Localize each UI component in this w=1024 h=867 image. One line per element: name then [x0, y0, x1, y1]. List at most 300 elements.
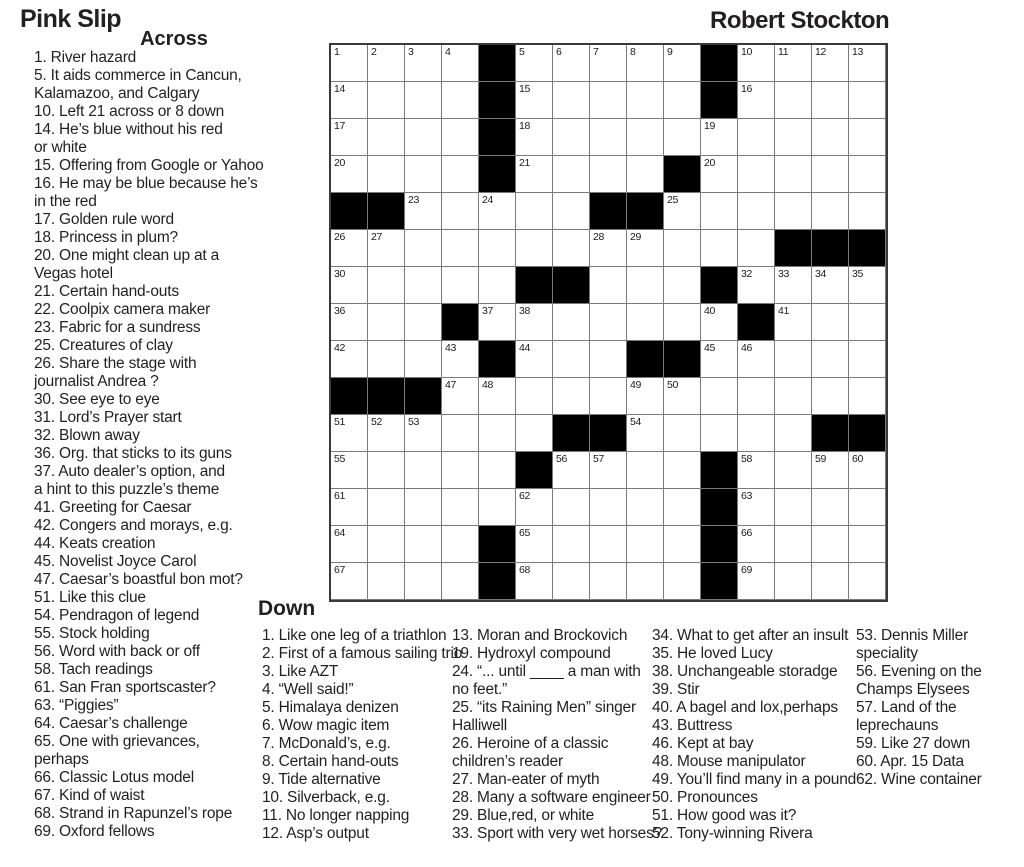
- grid-cell-r14c7[interactable]: [553, 526, 590, 563]
- black-cell-r11c15: [849, 415, 886, 452]
- grid-cell-r15c8[interactable]: [590, 563, 627, 600]
- grid-cell-r12c1[interactable]: [331, 452, 368, 489]
- grid-cell-r3c10[interactable]: [664, 119, 701, 156]
- down-clue-line: 13. Moran and Brockovich: [452, 627, 628, 644]
- down-clue-line: 49. You’ll find many in a pound: [652, 771, 857, 788]
- down-clue-line: 9. Tide alternative: [262, 771, 381, 788]
- across-clue-line: 66. Classic Lotus model: [34, 769, 194, 786]
- black-cell-r1c5: [479, 45, 516, 82]
- grid-cell-r15c2[interactable]: [368, 563, 405, 600]
- grid-cell-r12c8[interactable]: [590, 452, 627, 489]
- black-cell-r5c2: [368, 193, 405, 230]
- grid-cell-r14c8[interactable]: [590, 526, 627, 563]
- grid-cell-r8c15[interactable]: [849, 304, 886, 341]
- grid-cell-r3c12[interactable]: [738, 119, 775, 156]
- cell-number: 35: [852, 268, 864, 280]
- down-clue-line: children’s reader: [452, 753, 563, 770]
- grid-cell-r1c6[interactable]: [516, 45, 553, 82]
- down-clue-line: 40. A bagel and lox,perhaps: [652, 699, 838, 716]
- grid-cell-r2c2[interactable]: [368, 82, 405, 119]
- grid-cell-r7c10[interactable]: [664, 267, 701, 304]
- down-clue-line: 24. “... until ____ a man with: [452, 663, 641, 680]
- grid-cell-r7c5[interactable]: [479, 267, 516, 304]
- black-cell-r11c7: [553, 415, 590, 452]
- down-clue-line: 52. Tony-winning Rivera: [652, 825, 813, 842]
- grid-cell-r7c9[interactable]: [627, 267, 664, 304]
- grid-cell-r13c12[interactable]: [738, 489, 775, 526]
- grid-cell-r15c13[interactable]: [775, 563, 812, 600]
- cell-number: 50: [667, 379, 679, 391]
- grid-cell-r11c10[interactable]: [664, 415, 701, 452]
- grid-cell-r6c1[interactable]: [331, 230, 368, 267]
- down-clue-line: 57. Land of the: [856, 699, 957, 716]
- down-clue-line: 12. Asp’s output: [262, 825, 369, 842]
- cell-number: 51: [334, 416, 346, 428]
- grid-cell-r6c9[interactable]: [627, 230, 664, 267]
- down-clue-line: 25. “its Raining Men” singer: [452, 699, 636, 716]
- down-clue-line: 2. First of a famous sailing trio: [262, 645, 463, 662]
- grid-cell-r9c8[interactable]: [590, 341, 627, 378]
- grid-cell-r6c11[interactable]: [701, 230, 738, 267]
- grid-cell-r12c3[interactable]: [405, 452, 442, 489]
- grid-cell-r11c4[interactable]: [442, 415, 479, 452]
- cell-number: 59: [815, 453, 827, 465]
- grid-cell-r10c12[interactable]: [738, 378, 775, 415]
- grid-cell-r13c7[interactable]: [553, 489, 590, 526]
- across-clue-line: 69. Oxford fellows: [34, 823, 155, 840]
- grid-cell-r8c8[interactable]: [590, 304, 627, 341]
- grid-cell-r9c3[interactable]: [405, 341, 442, 378]
- grid-cell-r4c8[interactable]: [590, 156, 627, 193]
- across-clue-line: 31. Lord’s Prayer start: [34, 409, 182, 426]
- grid-cell-r13c15[interactable]: [849, 489, 886, 526]
- grid-cell-r14c10[interactable]: [664, 526, 701, 563]
- grid-cell-r5c11[interactable]: [701, 193, 738, 230]
- cell-number: 10: [741, 46, 753, 58]
- across-clue-line: 21. Certain hand-outs: [34, 283, 179, 300]
- grid-cell-r7c3[interactable]: [405, 267, 442, 304]
- grid-cell-r12c2[interactable]: [368, 452, 405, 489]
- grid-cell-r9c4[interactable]: [442, 341, 479, 378]
- grid-cell-r13c14[interactable]: [812, 489, 849, 526]
- grid-cell-r2c13[interactable]: [775, 82, 812, 119]
- grid-cell-r1c9[interactable]: [627, 45, 664, 82]
- grid-cell-r2c9[interactable]: [627, 82, 664, 119]
- grid-cell-r2c7[interactable]: [553, 82, 590, 119]
- across-clue-line: 32. Blown away: [34, 427, 140, 444]
- grid-cell-r5c6[interactable]: [516, 193, 553, 230]
- grid-cell-r13c2[interactable]: [368, 489, 405, 526]
- across-clue-line: 64. Caesar’s challenge: [34, 715, 188, 732]
- grid-cell-r14c6[interactable]: [516, 526, 553, 563]
- grid-cell-r12c7[interactable]: [553, 452, 590, 489]
- across-clue-line: 44. Keats creation: [34, 535, 156, 552]
- across-clue-line: perhaps: [34, 751, 89, 768]
- grid-cell-r15c6[interactable]: [516, 563, 553, 600]
- grid-cell-r4c13[interactable]: [775, 156, 812, 193]
- grid-cell-r7c14[interactable]: [812, 267, 849, 304]
- grid-cell-r13c5[interactable]: [479, 489, 516, 526]
- grid-cell-r9c14[interactable]: [812, 341, 849, 378]
- grid-cell-r14c3[interactable]: [405, 526, 442, 563]
- cell-number: 61: [334, 490, 346, 502]
- grid-cell-r6c4[interactable]: [442, 230, 479, 267]
- grid-cell-r12c12[interactable]: [738, 452, 775, 489]
- grid-cell-r8c10[interactable]: [664, 304, 701, 341]
- grid-cell-r12c4[interactable]: [442, 452, 479, 489]
- grid-cell-r11c11[interactable]: [701, 415, 738, 452]
- grid-cell-r3c7[interactable]: [553, 119, 590, 156]
- across-clue-line: 16. He may be blue because he’s: [34, 175, 258, 192]
- grid-cell-r8c2[interactable]: [368, 304, 405, 341]
- grid-cell-r1c7[interactable]: [553, 45, 590, 82]
- grid-cell-r11c3[interactable]: [405, 415, 442, 452]
- grid-cell-r2c8[interactable]: [590, 82, 627, 119]
- grid-cell-r9c2[interactable]: [368, 341, 405, 378]
- grid-cell-r7c4[interactable]: [442, 267, 479, 304]
- cell-number: 20: [334, 157, 346, 169]
- grid-cell-r5c14[interactable]: [812, 193, 849, 230]
- down-clue-line: 6. Wow magic item: [262, 717, 390, 734]
- down-clue-line: 19. Hydroxyl compound: [452, 645, 611, 662]
- grid-cell-r10c5[interactable]: [479, 378, 516, 415]
- grid-cell-r12c5[interactable]: [479, 452, 516, 489]
- black-cell-r1c11: [701, 45, 738, 82]
- grid-cell-r15c1[interactable]: [331, 563, 368, 600]
- across-clue-line: 58. Tach readings: [34, 661, 153, 678]
- grid-cell-r4c6[interactable]: [516, 156, 553, 193]
- grid-cell-r15c10[interactable]: [664, 563, 701, 600]
- cell-number: 69: [741, 564, 753, 576]
- grid-cell-r6c3[interactable]: [405, 230, 442, 267]
- grid-cell-r10c13[interactable]: [775, 378, 812, 415]
- down-clue-line: 11. No longer napping: [262, 807, 410, 824]
- grid-cell-r4c4[interactable]: [442, 156, 479, 193]
- grid-cell-r11c5[interactable]: [479, 415, 516, 452]
- down-clue-line: 1. Like one leg of a triathlon: [262, 627, 447, 644]
- down-clue-line: Halliwell: [452, 717, 508, 734]
- down-clue-line: 26. Heroine of a classic: [452, 735, 609, 752]
- cell-number: 32: [741, 268, 753, 280]
- cell-number: 52: [371, 416, 383, 428]
- grid-cell-r4c7[interactable]: [553, 156, 590, 193]
- grid-cell-r5c12[interactable]: [738, 193, 775, 230]
- grid-cell-r3c14[interactable]: [812, 119, 849, 156]
- cell-number: 34: [815, 268, 827, 280]
- grid-cell-r7c1[interactable]: [331, 267, 368, 304]
- grid-cell-r9c6[interactable]: [516, 341, 553, 378]
- across-clue-line: 20. One might clean up at a: [34, 247, 220, 264]
- grid-cell-r3c3[interactable]: [405, 119, 442, 156]
- grid-cell-r8c14[interactable]: [812, 304, 849, 341]
- grid-cell-r7c12[interactable]: [738, 267, 775, 304]
- grid-cell-r15c14[interactable]: [812, 563, 849, 600]
- black-cell-r12c11: [701, 452, 738, 489]
- grid-cell-r10c6[interactable]: [516, 378, 553, 415]
- cell-number: 26: [334, 231, 346, 243]
- down-clue-line: 33. Sport with very wet horses?: [452, 825, 663, 842]
- grid-cell-r6c2[interactable]: [368, 230, 405, 267]
- cell-number: 21: [519, 157, 531, 169]
- grid-cell-r9c15[interactable]: [849, 341, 886, 378]
- grid-cell-r10c10[interactable]: [664, 378, 701, 415]
- down-clue-line: 60. Apr. 15 Data: [856, 753, 964, 770]
- grid-cell-r14c2[interactable]: [368, 526, 405, 563]
- black-cell-r3c5: [479, 119, 516, 156]
- grid-cell-r14c12[interactable]: [738, 526, 775, 563]
- grid-cell-r12c9[interactable]: [627, 452, 664, 489]
- grid-cell-r8c3[interactable]: [405, 304, 442, 341]
- grid-cell-r2c14[interactable]: [812, 82, 849, 119]
- grid-cell-r4c3[interactable]: [405, 156, 442, 193]
- grid-cell-r4c12[interactable]: [738, 156, 775, 193]
- grid-cell-r9c13[interactable]: [775, 341, 812, 378]
- grid-cell-r14c1[interactable]: [331, 526, 368, 563]
- grid-cell-r1c12[interactable]: [738, 45, 775, 82]
- grid-cell-r3c11[interactable]: [701, 119, 738, 156]
- black-cell-r14c11: [701, 526, 738, 563]
- grid-cell-r9c1[interactable]: [331, 341, 368, 378]
- grid-cell-r6c10[interactable]: [664, 230, 701, 267]
- grid-cell-r6c7[interactable]: [553, 230, 590, 267]
- grid-cell-r13c4[interactable]: [442, 489, 479, 526]
- down-clue-column-3: [652, 627, 856, 843]
- grid-cell-r8c6[interactable]: [516, 304, 553, 341]
- black-cell-r2c11: [701, 82, 738, 119]
- down-clue-line: leprechauns: [856, 717, 939, 734]
- grid-cell-r5c3[interactable]: [405, 193, 442, 230]
- grid-cell-r2c15[interactable]: [849, 82, 886, 119]
- down-clue-line: 7. McDonald’s, e.g.: [262, 735, 391, 752]
- grid-cell-r15c7[interactable]: [553, 563, 590, 600]
- grid-cell-r9c12[interactable]: [738, 341, 775, 378]
- grid-cell-r13c6[interactable]: [516, 489, 553, 526]
- cell-number: 2: [371, 46, 377, 58]
- grid-cell-r7c13[interactable]: [775, 267, 812, 304]
- black-cell-r15c11: [701, 563, 738, 600]
- grid-cell-r15c4[interactable]: [442, 563, 479, 600]
- cell-number: 58: [741, 453, 753, 465]
- grid-cell-r1c15[interactable]: [849, 45, 886, 82]
- grid-cell-r11c13[interactable]: [775, 415, 812, 452]
- across-clue-line: 15. Offering from Google or Yahoo: [34, 157, 264, 174]
- grid-cell-r15c15[interactable]: [849, 563, 886, 600]
- down-clue-line: 5. Himalaya denizen: [262, 699, 399, 716]
- down-clue-line: 50. Pronounces: [652, 789, 758, 806]
- grid-cell-r3c4[interactable]: [442, 119, 479, 156]
- grid-cell-r13c3[interactable]: [405, 489, 442, 526]
- black-cell-r8c12: [738, 304, 775, 341]
- down-clue-line: 62. Wine container: [856, 771, 982, 788]
- grid-cell-r10c4[interactable]: [442, 378, 479, 415]
- grid-cell-r8c9[interactable]: [627, 304, 664, 341]
- grid-cell-r5c15[interactable]: [849, 193, 886, 230]
- across-clue-line: 63. “Piggies”: [34, 697, 119, 714]
- grid-cell-r10c7[interactable]: [553, 378, 590, 415]
- across-clue-line: 61. San Fran sportscaster?: [34, 679, 216, 696]
- grid-cell-r3c15[interactable]: [849, 119, 886, 156]
- cell-number: 13: [852, 46, 864, 58]
- grid-cell-r2c6[interactable]: [516, 82, 553, 119]
- grid-cell-r1c14[interactable]: [812, 45, 849, 82]
- cell-number: 67: [334, 564, 346, 576]
- grid-cell-r14c9[interactable]: [627, 526, 664, 563]
- grid-cell-r3c2[interactable]: [368, 119, 405, 156]
- cell-number: 33: [778, 268, 790, 280]
- cell-number: 65: [519, 527, 531, 539]
- cell-number: 9: [667, 46, 673, 58]
- across-clue-line: 54. Pendragon of legend: [34, 607, 200, 624]
- grid-cell-r4c15[interactable]: [849, 156, 886, 193]
- grid-cell-r3c8[interactable]: [590, 119, 627, 156]
- black-cell-r6c14: [812, 230, 849, 267]
- grid-cell-r2c3[interactable]: [405, 82, 442, 119]
- cell-number: 56: [556, 453, 568, 465]
- grid-cell-r2c1[interactable]: [331, 82, 368, 119]
- black-cell-r4c5: [479, 156, 516, 193]
- grid-cell-r13c1[interactable]: [331, 489, 368, 526]
- grid-cell-r4c9[interactable]: [627, 156, 664, 193]
- down-clue-line: 38. Unchangeable storadge: [652, 663, 838, 680]
- grid-cell-r14c15[interactable]: [849, 526, 886, 563]
- cell-number: 16: [741, 83, 753, 95]
- grid-cell-r4c11[interactable]: [701, 156, 738, 193]
- grid-cell-r5c5[interactable]: [479, 193, 516, 230]
- grid-cell-r11c12[interactable]: [738, 415, 775, 452]
- down-clue-line: 56. Evening on the: [856, 663, 982, 680]
- grid-cell-r12c14[interactable]: [812, 452, 849, 489]
- grid-cell-r1c13[interactable]: [775, 45, 812, 82]
- grid-cell-r8c5[interactable]: [479, 304, 516, 341]
- grid-cell-r12c13[interactable]: [775, 452, 812, 489]
- grid-cell-r10c9[interactable]: [627, 378, 664, 415]
- down-clue-line: 53. Dennis Miller: [856, 627, 969, 644]
- grid-cell-r2c10[interactable]: [664, 82, 701, 119]
- grid-cell-r15c9[interactable]: [627, 563, 664, 600]
- grid-cell-r2c12[interactable]: [738, 82, 775, 119]
- grid-cell-r3c1[interactable]: [331, 119, 368, 156]
- grid-cell-r10c8[interactable]: [590, 378, 627, 415]
- cell-number: 25: [667, 194, 679, 206]
- black-cell-r7c6: [516, 267, 553, 304]
- cell-number: 18: [519, 120, 531, 132]
- grid-cell-r11c1[interactable]: [331, 415, 368, 452]
- grid-cell-r3c13[interactable]: [775, 119, 812, 156]
- down-clue-line: 27. Man-eater of myth: [452, 771, 600, 788]
- grid-cell-r3c9[interactable]: [627, 119, 664, 156]
- grid-cell-r15c3[interactable]: [405, 563, 442, 600]
- grid-cell-r9c11[interactable]: [701, 341, 738, 378]
- grid-cell-r2c4[interactable]: [442, 82, 479, 119]
- grid-cell-r7c8[interactable]: [590, 267, 627, 304]
- grid-cell-r14c14[interactable]: [812, 526, 849, 563]
- grid-cell-r6c8[interactable]: [590, 230, 627, 267]
- grid-cell-r6c12[interactable]: [738, 230, 775, 267]
- grid-cell-r8c13[interactable]: [775, 304, 812, 341]
- grid-cell-r1c2[interactable]: [368, 45, 405, 82]
- grid-cell-r6c6[interactable]: [516, 230, 553, 267]
- grid-cell-r13c10[interactable]: [664, 489, 701, 526]
- grid-cell-r7c2[interactable]: [368, 267, 405, 304]
- grid-cell-r10c11[interactable]: [701, 378, 738, 415]
- grid-cell-r4c14[interactable]: [812, 156, 849, 193]
- grid-cell-r8c1[interactable]: [331, 304, 368, 341]
- grid-cell-r1c1[interactable]: [331, 45, 368, 82]
- across-clue-line: Vegas hotel: [34, 265, 113, 282]
- across-clue-line: Kalamazoo, and Calgary: [34, 85, 200, 102]
- down-clue-line: 10. Silverback, e.g.: [262, 789, 390, 806]
- down-clue-line: 35. He loved Lucy: [652, 645, 773, 662]
- black-cell-r12c6: [516, 452, 553, 489]
- grid-cell-r11c6[interactable]: [516, 415, 553, 452]
- across-heading: Across: [140, 28, 208, 50]
- grid-cell-r8c11[interactable]: [701, 304, 738, 341]
- grid-cell-r14c4[interactable]: [442, 526, 479, 563]
- cell-number: 41: [778, 305, 790, 317]
- grid-cell-r6c5[interactable]: [479, 230, 516, 267]
- across-clue-line: 68. Strand in Rapunzel’s rope: [34, 805, 233, 822]
- grid-cell-r13c13[interactable]: [775, 489, 812, 526]
- grid-cell-r8c7[interactable]: [553, 304, 590, 341]
- black-cell-r7c7: [553, 267, 590, 304]
- grid-cell-r1c3[interactable]: [405, 45, 442, 82]
- cell-number: 24: [482, 194, 494, 206]
- black-cell-r8c4: [442, 304, 479, 341]
- cell-number: 4: [445, 46, 451, 58]
- cell-number: 19: [704, 120, 716, 132]
- grid-cell-r12c10[interactable]: [664, 452, 701, 489]
- cell-number: 17: [334, 120, 346, 132]
- grid-cell-r5c10[interactable]: [664, 193, 701, 230]
- grid-cell-r9c7[interactable]: [553, 341, 590, 378]
- grid-cell-r13c8[interactable]: [590, 489, 627, 526]
- grid-cell-r5c4[interactable]: [442, 193, 479, 230]
- grid-cell-r15c12[interactable]: [738, 563, 775, 600]
- grid-cell-r11c9[interactable]: [627, 415, 664, 452]
- cell-number: 12: [815, 46, 827, 58]
- across-clue-line: 18. Princess in plum?: [34, 229, 178, 246]
- across-clue-line: 65. One with grievances,: [34, 733, 200, 750]
- down-clue-line: 29. Blue,red, or white: [452, 807, 595, 824]
- black-cell-r14c5: [479, 526, 516, 563]
- grid-cell-r10c15[interactable]: [849, 378, 886, 415]
- cell-number: 47: [445, 379, 457, 391]
- grid-cell-r14c13[interactable]: [775, 526, 812, 563]
- across-clue-line: a hint to this puzzle’s theme: [34, 481, 220, 498]
- grid-cell-r5c13[interactable]: [775, 193, 812, 230]
- cell-number: 62: [519, 490, 531, 502]
- across-clue-line: 36. Org. that sticks to its guns: [34, 445, 232, 462]
- grid-cell-r12c15[interactable]: [849, 452, 886, 489]
- grid-cell-r11c2[interactable]: [368, 415, 405, 452]
- grid-cell-r1c10[interactable]: [664, 45, 701, 82]
- grid-cell-r4c1[interactable]: [331, 156, 368, 193]
- grid-cell-r10c14[interactable]: [812, 378, 849, 415]
- grid-cell-r3c6[interactable]: [516, 119, 553, 156]
- grid-cell-r13c9[interactable]: [627, 489, 664, 526]
- grid-cell-r1c4[interactable]: [442, 45, 479, 82]
- cell-number: 14: [334, 83, 346, 95]
- down-clue-line: 3. Like AZT: [262, 663, 339, 680]
- grid-cell-r1c8[interactable]: [590, 45, 627, 82]
- grid-cell-r5c7[interactable]: [553, 193, 590, 230]
- grid-cell-r4c2[interactable]: [368, 156, 405, 193]
- grid-cell-r7c15[interactable]: [849, 267, 886, 304]
- across-clue-line: 51. Like this clue: [34, 589, 146, 606]
- down-clue-line: 43. Buttress: [652, 717, 733, 734]
- down-clue-line: 39. Stir: [652, 681, 700, 698]
- across-clue-line: journalist Andrea ?: [34, 373, 159, 390]
